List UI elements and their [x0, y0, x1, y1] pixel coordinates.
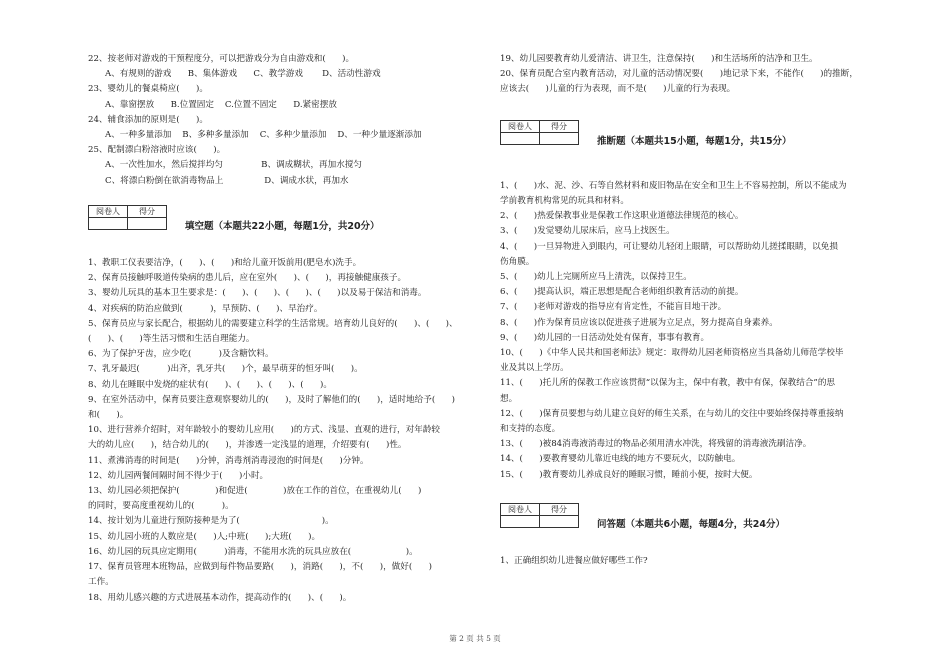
question-line: 1、正确组织幼儿进餐应做好哪些工作?	[500, 556, 648, 567]
question-line: 7、乳牙最迟( )出齐，乳牙共( )个，最早萌芽的恒牙叫( )。	[88, 364, 363, 375]
question-line: 16、幼儿园的玩具应定期用( )消毒，不能用水洗的玩具应放在( )。	[88, 546, 418, 557]
question-line: 9、( )幼儿园的一日活动处处有保育，事事有教育。	[500, 332, 710, 343]
fill-blank-title: 填空题（本题共22小题，每题1分，共20分）	[185, 220, 380, 232]
judge-section-header	[500, 120, 870, 149]
question-line: 11、煮沸消毒的时间是( )分钟，消毒剂消毒浸泡的时间是( )分钟。	[88, 455, 369, 466]
question-line: 2、( )热爱保教事业是保教工作这职业道德法律规范的核心。	[500, 211, 744, 222]
question-line: 8、( )作为保育员应该以促进孩子进展为立足点，努力提高自身素养。	[500, 317, 778, 328]
question-line: 20、保育员配合室内教育活动，对儿童的活动情况要( )地记录下来，不能作( )的推断，	[500, 69, 858, 80]
score-table	[88, 205, 167, 230]
fill-blank-continued	[500, 52, 870, 98]
question-line: 13、( )被84消毒液消毒过的物品必须用清水冲洗，将残留的消毒液洗刷洁净。	[500, 439, 812, 450]
question-line: 25、配制漂白粉溶液时应该( )。	[88, 145, 226, 156]
score-label: 得分	[540, 503, 579, 515]
question-line: 业及其以上学历。	[500, 363, 569, 374]
question-line: 10、进行营养介绍时，对年龄较小的婴幼儿应用( )的方式、浅显、直观的进行，对年龄较	[88, 425, 441, 436]
question-line: 23、婴幼儿的餐桌椅应( )。	[88, 84, 208, 95]
qa-title: 问答题（本题共6小题，每题4分，共24分）	[597, 518, 785, 530]
question-line: 15、( )教育婴幼儿养成良好的睡眠习惯，睡前小便，按时大便。	[500, 469, 758, 480]
fill-blank-section-header	[88, 205, 468, 234]
page-footer: 第 2 页 共 5 页	[449, 634, 501, 643]
question-line: 伤角膜。	[500, 256, 535, 267]
question-line: 1、( )水、泥、沙、石等自然材料和废旧物品在安全和卫生上不容易控制，所以不能成为	[500, 180, 847, 191]
question-line: 10、( )《中华人民共和国老师法》规定：取得幼儿园老师资格应当具备幼儿师范学校毕	[500, 348, 844, 359]
question-line: 的同时，要高度重视幼儿的( )。	[88, 501, 234, 512]
qa-questions	[500, 554, 870, 569]
judge-questions	[500, 179, 870, 483]
question-line: 学前教育机构常见的玩具和材料。	[500, 196, 629, 207]
question-line: 14、( )要教育婴幼儿靠近电线的地方不要玩火，以防触电。	[500, 454, 741, 465]
multiple-choice-block	[88, 52, 468, 189]
question-line: 6、( )提高认识，端正思想是配合老师组织教育活动的前提。	[500, 287, 744, 298]
question-line: 5、( )幼儿上完厕所应马上清洗，以保持卫生。	[500, 272, 692, 283]
score-label: 得分	[128, 205, 167, 217]
question-line: 22、按老师对游戏的干预程度分，可以把游戏分为自由游戏和( )。	[88, 54, 355, 64]
question-line: 3、( )发觉婴幼儿尿床后，应马上找医生。	[500, 226, 675, 237]
grader-label: 阅卷人	[501, 503, 540, 515]
judge-title: 推断题（本题共15小题，每题1分，共15分）	[597, 135, 792, 147]
question-line: 19、幼儿园要教育幼儿爱清洁、讲卫生，注意保持( )和生活场所的洁净和卫生。	[500, 54, 818, 64]
qa-section-header	[500, 503, 870, 532]
score-cell	[128, 217, 167, 229]
question-line: 4、( )一旦异物进入到眼内，可让婴幼儿轻闭上眼睛，可以帮助幼儿搓揉眼睛，以免损	[500, 241, 838, 252]
question-line: 和( )。	[88, 410, 129, 421]
question-line: 24、辅食添加的原则是( )。	[88, 114, 208, 125]
question-line: 8、幼儿在睡眠中发烧的症状有( )、( )、( )、( )。	[88, 379, 332, 390]
question-line: 应该去( )儿童的行为表现，而不是( )儿童的行为表现。	[500, 84, 736, 95]
question-line: 12、幼儿园两餐间隔时间不得少于( )小时。	[88, 470, 269, 481]
left-column	[88, 52, 468, 606]
score-table	[500, 120, 579, 145]
question-line: A、一种多量添加 B、多种多量添加 C、多种少量添加 D、一种少量逐渐添加	[105, 130, 422, 141]
question-line: 6、为了保护牙齿，应少吃( )及含糖饮料。	[88, 349, 274, 360]
question-line: A、靠窗摆放 B.位置固定 C.位置不固定 D.紧密摆放	[105, 99, 337, 110]
grader-cell	[501, 515, 540, 527]
right-column	[500, 52, 870, 569]
question-line: 11、( )托儿所的保教工作应该贯彻“以保为主，保中有教，教中有保，保教结合”的思	[500, 378, 836, 389]
question-line: A、一次性加水，然后搅拌均匀 B、调成糊状，再加水搅匀	[105, 160, 363, 171]
grader-cell	[501, 132, 540, 144]
question-line: 13、幼儿园必须把保护( )和促进( )放在工作的首位，在重视幼儿( )	[88, 486, 422, 497]
score-label: 得分	[540, 120, 579, 132]
question-line: 想。	[500, 393, 518, 404]
question-line: 5、保育员应与家长配合，根据幼儿的需要建立科学的生活常规。培育幼儿良好的( )、( )、	[88, 318, 458, 329]
question-line: A、有规则的游戏 B、集体游戏 C、教学游戏 D、活动性游戏	[105, 69, 381, 80]
grader-label: 阅卷人	[89, 205, 128, 217]
question-line: C、将漂白粉倒在欲消毒物品上 D、调成水状，再加水	[105, 175, 349, 186]
question-line: 9、在室外活动中，保育员要注意观察婴幼儿的( )，及时了解他们的( )，适时地给予( )	[88, 394, 455, 405]
question-line: 4、对疾病的防治应做到( )，早预防、( )、早治疗。	[88, 303, 323, 314]
question-line: 1、教职工仪表要洁净，( )、( )和给儿童开饭前用(肥皂水)洗手。	[88, 258, 362, 269]
question-line: 3、婴幼儿玩具的基本卫生要求是：( )、( )、( )、( )以及易于保洁和消毒。	[88, 288, 427, 299]
grader-label: 阅卷人	[501, 120, 540, 132]
question-line: 12、( )保育员要想与幼儿建立良好的师生关系，在与幼儿的交往中要始终保持尊重接纳	[500, 408, 844, 419]
question-line: 17、保育员管理本班物品，应做到每件物品要路( )，消路( )，不( )，做好( )	[88, 562, 432, 573]
question-line: 和支持的态度。	[500, 424, 561, 435]
score-cell	[540, 515, 579, 527]
score-table	[500, 503, 579, 528]
grader-cell	[89, 217, 128, 229]
question-line: 15、幼儿园小班的人数应是( )人;中班( );大班( )。	[88, 531, 321, 542]
score-cell	[540, 132, 579, 144]
fill-blank-questions	[88, 256, 468, 606]
question-line: 大的幼儿应( )，结合幼儿的( )，并渗透一定浅显的道理，介绍要有( )性。	[88, 440, 407, 451]
question-line: 7、( )老师对游戏的指导应有肯定性，不能盲目地干涉。	[500, 302, 727, 313]
question-line: 18、用幼儿感兴趣的方式进展基本动作，提高动作的( )、( )。	[88, 592, 352, 603]
question-line: ( )、( )等生活习惯和生活自理能力。	[88, 334, 255, 345]
question-line: 14、按计划为儿童进行预防接种是为了( )。	[88, 516, 334, 527]
question-line: 工作。	[88, 577, 114, 588]
question-line: 2、保育员接触呼吸道传染病的患儿后，应在室外( )、( )，再接触健康孩子。	[88, 273, 407, 284]
